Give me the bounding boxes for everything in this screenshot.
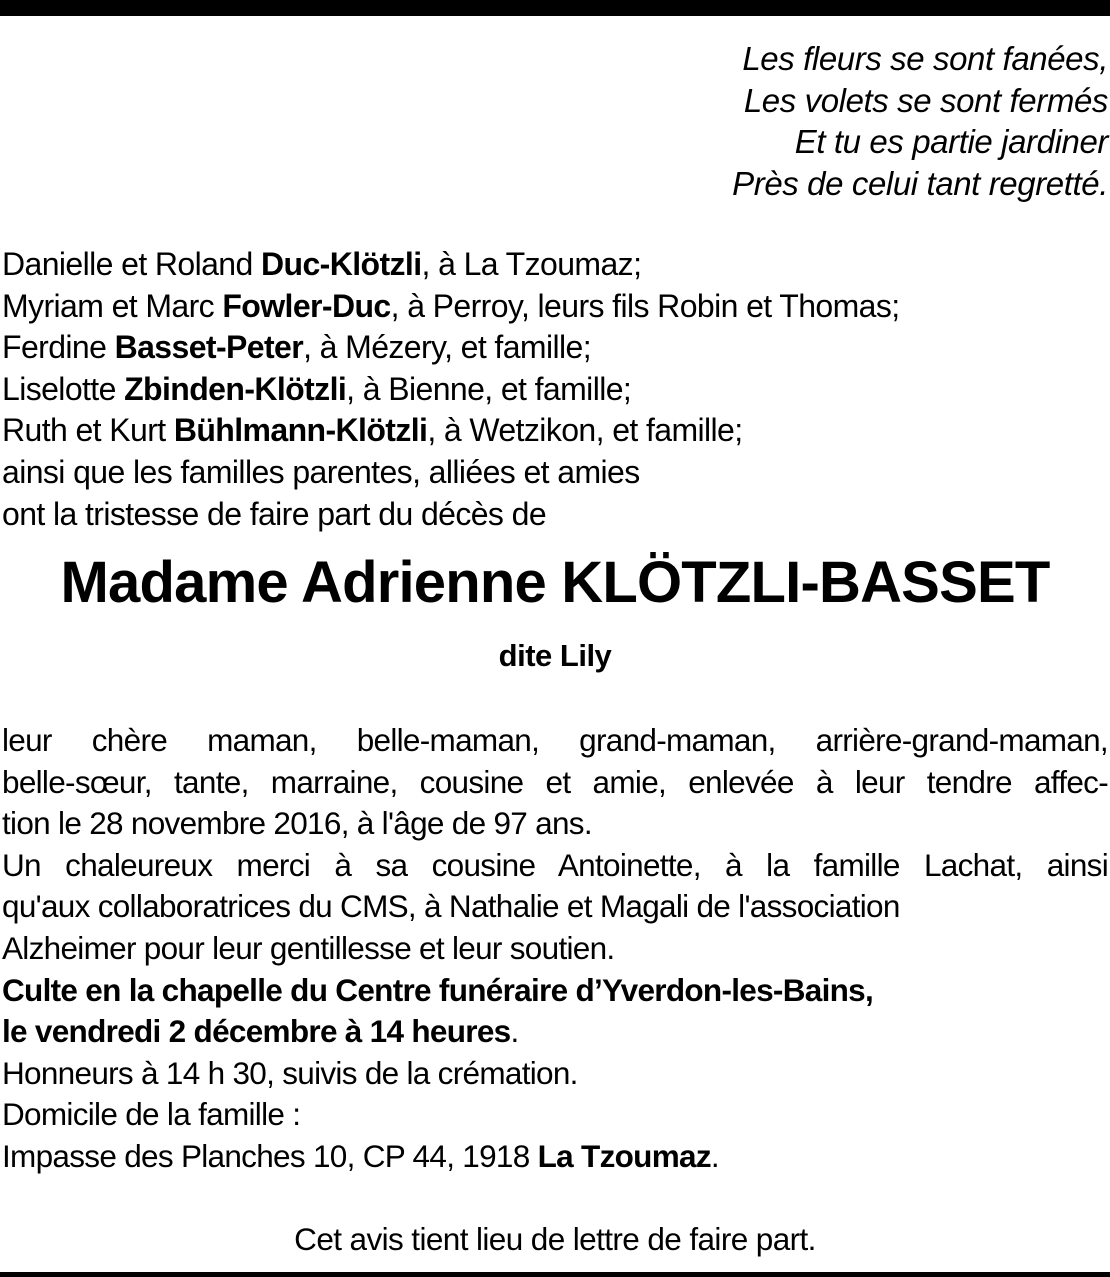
poem-line: Près de celui tant regretté.	[732, 164, 1108, 202]
poem-line: Les volets se sont fermés	[743, 81, 1108, 119]
honours-line: Honneurs à 14 h 30, suivis de la crémation.	[2, 1054, 578, 1091]
family-names: Danielle et Roland	[2, 246, 261, 282]
poem	[732, 38, 1108, 204]
family-names: Ferdine	[2, 329, 115, 366]
deceased-nickname: dite Lily	[498, 638, 612, 673]
announcement-body	[2, 720, 1108, 1178]
family-location: , à Wetzikon, et famille;	[427, 412, 743, 449]
ceremony-date-end: .	[510, 1013, 519, 1050]
family-line	[2, 244, 900, 286]
family-location: , à La Tzoumaz;	[421, 246, 642, 282]
ceremony-date: le vendredi 2 décembre à 14 heures	[2, 1013, 511, 1050]
family-surname: Fowler-Duc	[222, 287, 391, 324]
thanks-line: Alzheimer pour leur gentillesse et leur soutien.	[2, 929, 615, 966]
family-names: Myriam et Marc	[2, 287, 223, 324]
tribute-line: tion le 28 novembre 2016, à l'âge de 97 ans.	[2, 805, 592, 842]
ceremony-location: Culte en la chapelle du Centre funéraire d’Yverdon-les-Bains,	[2, 971, 874, 1008]
families-tail-line: ainsi que les familles parentes, alliées et amies	[2, 453, 640, 490]
family-surname: Basset-Peter	[114, 329, 304, 366]
family-names: Liselotte	[2, 370, 125, 407]
family-surname: Bühlmann-Klötzli	[173, 412, 428, 449]
bottom-rule	[0, 1272, 1110, 1277]
families-tail-line: ont la tristesse de faire part du décès de	[2, 495, 547, 532]
family-surname: Duc-Klötzli	[261, 246, 422, 282]
address-street: Impasse des Planches 10, CP 44, 1918	[2, 1137, 538, 1174]
family-line	[2, 327, 900, 369]
family-line	[2, 369, 900, 411]
domicile-label: Domicile de la famille :	[2, 1096, 301, 1133]
tribute-line: belle-sœur, tante, marraine, cousine et amie, enlevée à leur tendre affec-	[2, 763, 1108, 800]
domicile-address	[2, 1136, 1108, 1178]
family-list	[2, 244, 900, 535]
family-location: , à Bienne, et famille;	[346, 370, 632, 407]
deceased-name: Madame Adrienne KLÖTZLI-BASSET	[60, 550, 1050, 615]
family-names: Ruth et Kurt	[2, 412, 174, 449]
family-location: , à Mézery, et famille;	[303, 329, 591, 366]
family-surname: Zbinden-Klötzli	[124, 370, 347, 407]
tribute-line: leur chère maman, belle-maman, grand-maman, arrière-grand-maman,	[2, 722, 1108, 758]
thanks-line: qu'aux collaboratrices du CMS, à Nathalie et Magali de l'association	[2, 888, 900, 925]
address-end: .	[710, 1137, 719, 1174]
ceremony-date-line	[2, 1011, 1108, 1053]
address-town: La Tzoumaz	[537, 1137, 711, 1174]
footer-note: Cet avis tient lieu de lettre de faire part.	[294, 1221, 816, 1257]
family-line	[2, 286, 900, 328]
poem-line: Et tu es partie jardiner	[794, 123, 1108, 160]
poem-line: Les fleurs se sont fanées,	[742, 40, 1108, 77]
family-line	[2, 410, 900, 452]
thanks-line: Un chaleureux merci à sa cousine Antoinette, à la famille Lachat, ainsi	[2, 846, 1108, 883]
top-rule	[0, 0, 1110, 16]
family-location: , à Perroy, leurs fils Robin et Thomas;	[390, 287, 900, 324]
